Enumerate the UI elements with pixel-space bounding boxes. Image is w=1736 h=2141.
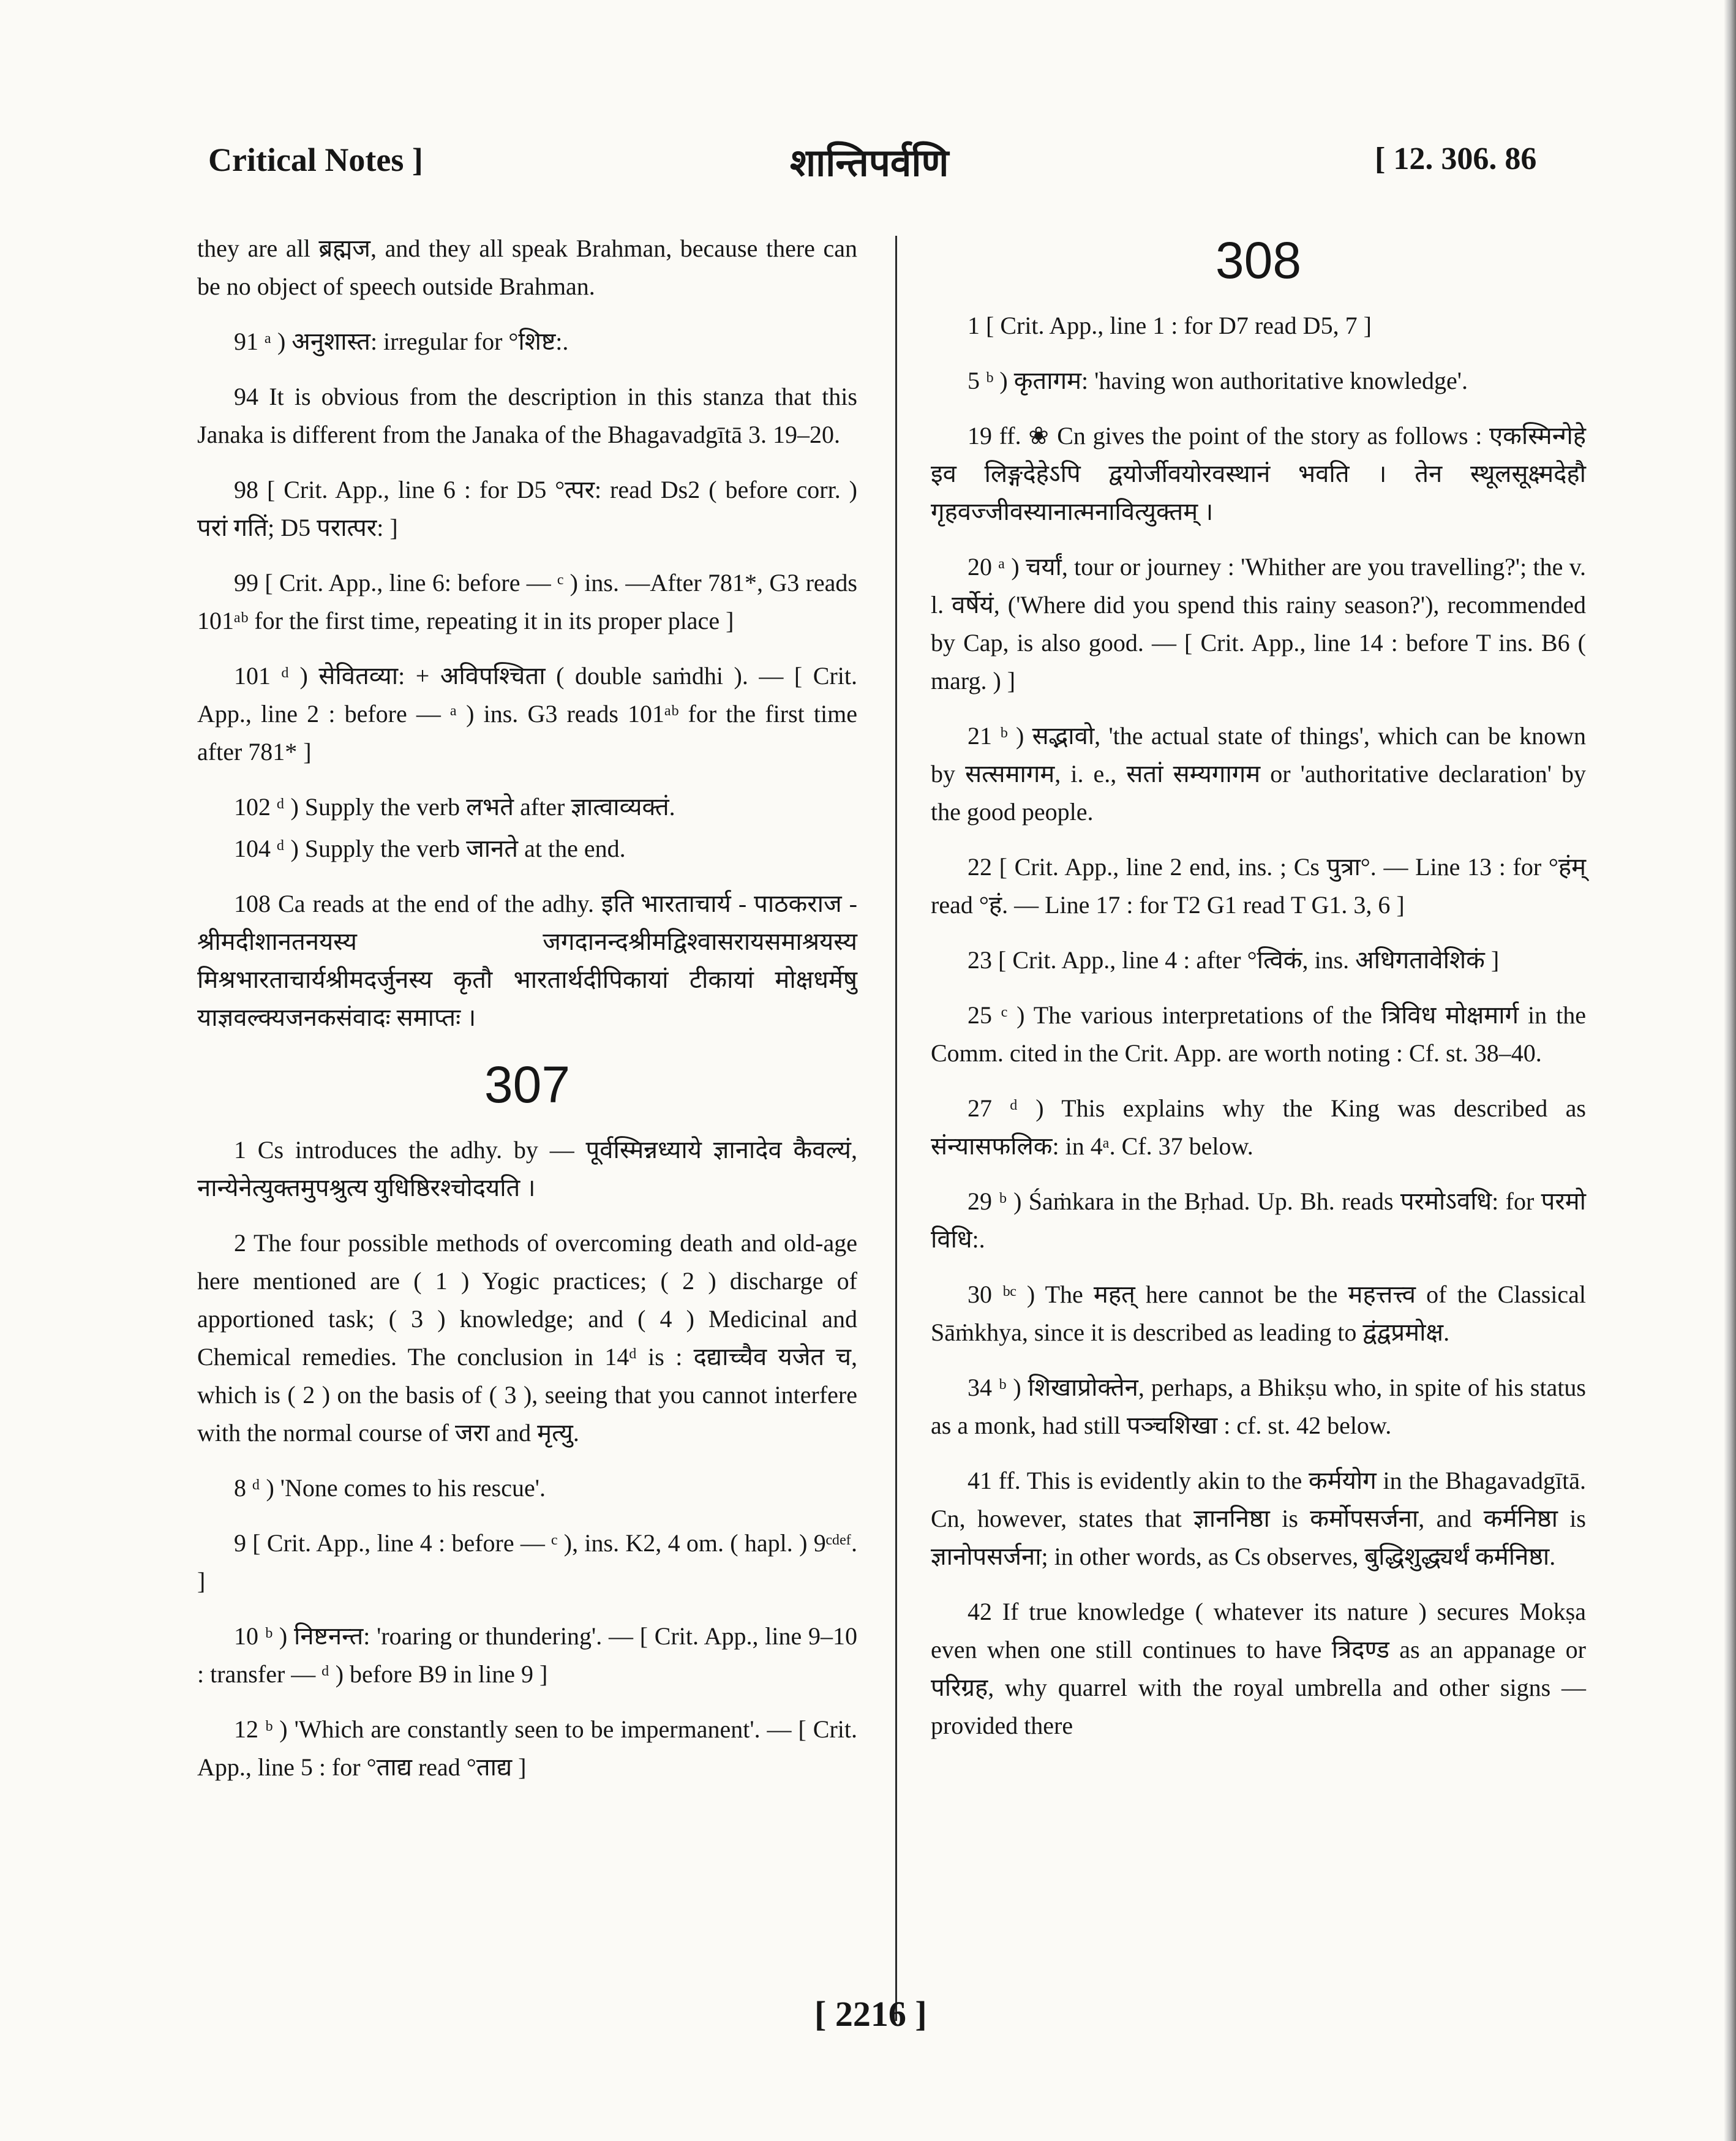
note-308-5: 5 ᵇ ) कृतागम: 'having won authoritative knowledge'. <box>968 367 1468 394</box>
note-94: 94 It is obvious from the description in this stanza that this Janaka is different from the Janaka of the Bhagavadgītā 3. 19–20. <box>197 383 857 448</box>
page-edge-shadow <box>1724 0 1736 2141</box>
running-header-left: Critical Notes ] <box>208 141 423 178</box>
note-308-23: 23 [ Crit. App., line 4 : after °त्विकं, ins. अधिगतावेशिकं ] <box>968 946 1500 974</box>
note-307-1: 1 Cs introduces the adhy. by — पूर्वस्मिन्नध्याये ज्ञानादेव कैवल्यं, नान्येनेत्युक्तमुपश्रुत्य युधिष्ठिरश्चोदयति । <box>197 1136 857 1202</box>
note-308-1: 1 [ Crit. App., line 1 : for D7 read D5, 7 ] <box>968 312 1372 339</box>
note-308-34: 34 ᵇ ) शिखाप्रोक्तेन, perhaps, a Bhikṣu who, in spite of his status as a monk, had still पञ्चशिखा : cf. st. 42 below. <box>931 1374 1586 1439</box>
note-108: 108 Ca reads at the end of the adhy. इति भारताचार्य - पाठकराज - श्रीमदीशानतनयस्य जगदानन्दश्रीमद्विश्वासरायसमाश्रयस्य मिश्रभारताचार्यश्रीमदर्जुनस्य कृतौ भारतार्थदीपिकायां टीकायां मोक्षधर्मेषु याज्ञवल्क्यजनकसंवादः समाप्तः । <box>197 890 857 1031</box>
note-104: 104 ᵈ ) Supply the verb जानते at the end. <box>234 835 626 862</box>
note-99: 99 [ Crit. App., line 6: before — ᶜ ) ins. —After 781*, G3 reads 101ᵃᵇ for the first time, repeating it in its proper place ] <box>197 569 857 634</box>
note-continuation: they are all ब्रह्मज, and they all speak Brahman, because there can be no object of speech outside Brahman. <box>197 235 857 300</box>
note-307-2: 2 The four possible methods of overcoming death and old-age here mentioned are ( 1 ) Yogic practices; ( 2 ) discharge of apportioned task; ( 3 ) knowledge; and ( 4 ) Medicinal and Chemical remedies. The conclusion in 14ᵈ is : दद्याच्चैव यजेत च, which is ( 2 ) on the basis of ( 3 ), seeing that you cannot interfere with the normal course of जरा and मृत्यु. <box>197 1229 857 1447</box>
note-308-29: 29 ᵇ ) Śaṁkara in the Bṛhad. Up. Bh. reads परमोऽवधि: for परमो विधि:. <box>931 1187 1586 1253</box>
note-307-8: 8 ᵈ ) 'None comes to his rescue'. <box>234 1474 546 1502</box>
running-header-reference: [ 12. 306. 86 <box>1375 141 1537 176</box>
note-307-9: 9 [ Crit. App., line 4 : before — ᶜ ), ins. K2, 4 om. ( hapl. ) 9ᶜᵈᵉᶠ. ] <box>197 1529 857 1595</box>
note-308-30: 30 ᵇᶜ ) The महत् here cannot be the महत्तत्त्व of the Classical Sāṁkhya, since it is described as leading to द्वंद्वप्रमोक्ष. <box>931 1281 1586 1346</box>
adhyaya-heading-307: 307 <box>484 1056 571 1113</box>
note-98: 98 [ Crit. App., line 6 : for D5 °त्पर: read Ds2 ( before corr. ) परां गतिं; D5 परात्पर: ] <box>197 476 857 541</box>
column-divider <box>895 236 897 2021</box>
note-308-25: 25 ᶜ ) The various interpretations of the त्रिविध मोक्षमार्ग in the Comm. cited in the Crit. App. are worth noting : Cf. st. 38–40. <box>931 1001 1586 1067</box>
note-308-42: 42 If true knowledge ( whatever its nature ) secures Mokṣa even when one still continues to have त्रिदण्ड as an appanage or परिग्रह, why quarrel with the royal umbrella and other signs — provided there <box>931 1598 1586 1739</box>
note-307-10: 10 ᵇ ) निष्टनन्त: 'roaring or thundering'. — [ Crit. App., line 9–10 : transfer — ᵈ ) before B9 in line 9 ] <box>197 1622 857 1688</box>
right-column <box>931 230 1586 1762</box>
note-308-19ff: 19 ff. ❀ Cn gives the point of the story as follows : एकस्मिन्गेहे इव लिङ्गदेहेऽपि द्वयोर्जीवयोरवस्थानं भवति । तेन स्थूलसूक्ष्मदेहौ गृहवज्जीवस्यानात्मनावित्युक्तम् । <box>931 422 1586 525</box>
note-308-27: 27 ᵈ ) This explains why the King was described as संन्यासफलिक: in 4ᵃ. Cf. 37 below. <box>931 1094 1586 1160</box>
note-308-41ff: 41 ff. This is evidently akin to the कर्मयोग in the Bhagavadgītā. Cn, however, states that ज्ञाननिष्ठा is कर्मोपसर्जना, and कर्मनिष्ठा is ज्ञानोपसर्जना; in other words, as Cs observes, बुद्धिशुद्ध्यर्थं कर्मनिष्ठा. <box>931 1467 1586 1570</box>
note-91: 91 ᵃ ) अनुशास्त: irregular for °शिष्ट:. <box>234 328 569 355</box>
left-column <box>197 230 857 1804</box>
note-101: 101 ᵈ ) सेवितव्या: + अविपश्चिता ( double saṁdhi ). — [ Crit. App., line 2 : before — ᵃ ) ins. G3 reads 101ᵃᵇ for the first time after 781* ] <box>197 662 857 766</box>
note-102: 102 ᵈ ) Supply the verb लभते after ज्ञात्वाव्यक्तं. <box>234 793 675 821</box>
adhyaya-heading-308: 308 <box>1215 231 1302 289</box>
note-308-22: 22 [ Crit. App., line 2 end, ins. ; Cs पुत्रा°. — Line 13 : for °हंम् read °हं. — Line 17 : for T2 G1 read T G1. 3, 6 ] <box>931 853 1586 919</box>
running-header-center: शान्तिपर्वणि <box>790 140 949 185</box>
note-308-20: 20 ᵃ ) चर्यां, tour or journey : 'Whither are you travelling?'; the v. l. वर्षेयं, ('Where did you spend this rainy season?'), recommended by Cap, is also good. — [ Crit. App., line 14 : before T ins. B6 ( marg. ) ] <box>931 553 1586 694</box>
page-number: [ 2216 ] <box>814 1994 927 2034</box>
note-307-12: 12 ᵇ ) 'Which are constantly seen to be impermanent'. — [ Crit. App., line 5 : for °ताद्य read °ताद्य ] <box>197 1715 857 1781</box>
note-308-21: 21 ᵇ ) सद्भावो, 'the actual state of things', which can be known by सत्समागम, i. e., सतां सम्यगागम or 'authoritative declaration' by the good people. <box>931 722 1586 826</box>
